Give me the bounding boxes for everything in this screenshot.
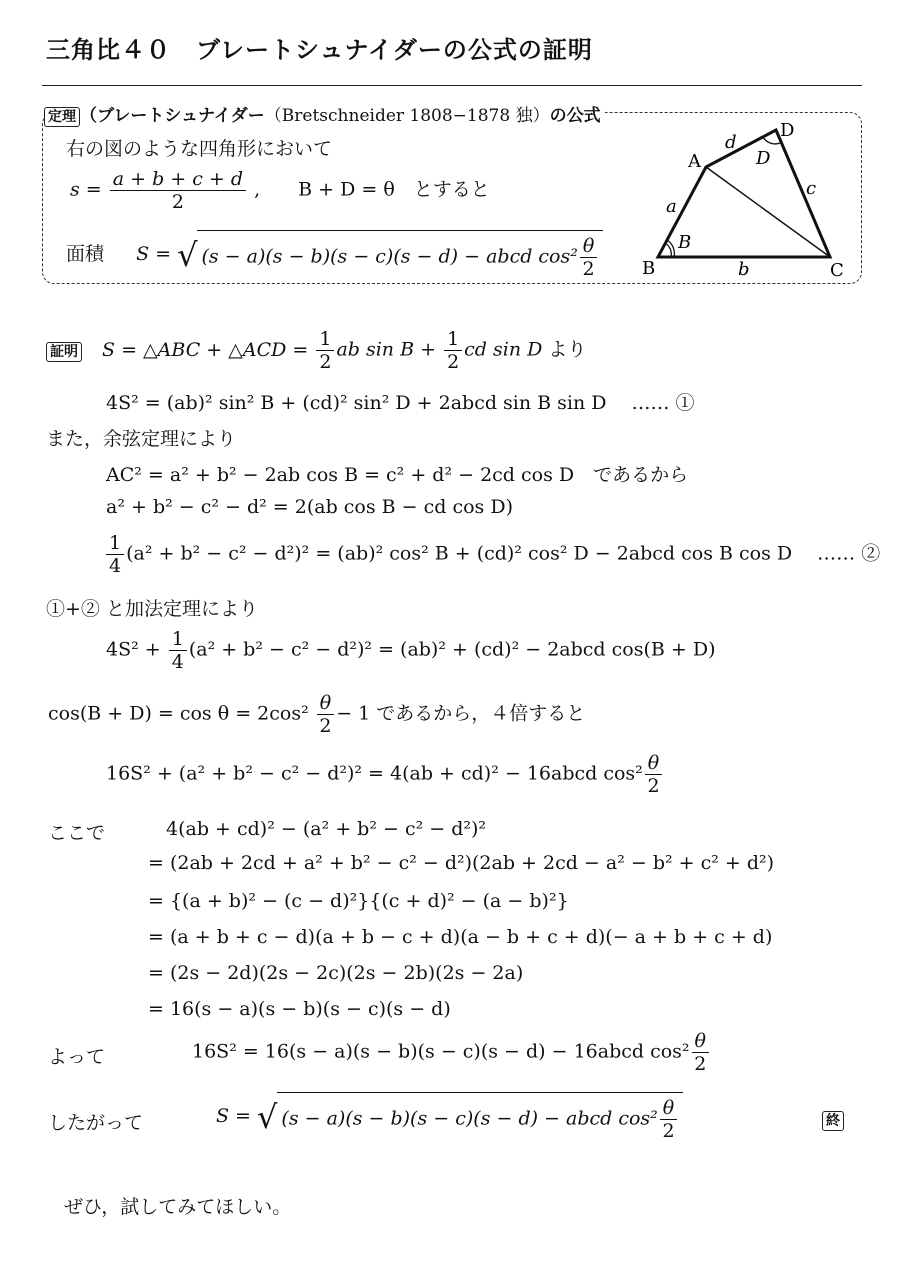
s-def-num: a + b + c + d [110, 168, 246, 191]
page-title: 三角比４０ ブレートシュナイダーの公式の証明 [46, 36, 593, 64]
theta-num-3: θ [645, 752, 662, 775]
proof-line16: = 16(s − a)(s − b)(s − c)(s − d) [148, 998, 451, 1020]
s-def-tail: , B + D = θ とすると [254, 178, 490, 201]
proof-line17-label: よって [48, 1046, 106, 1068]
footer-text: ぜひ，試してみてほしい。 [64, 1196, 292, 1218]
angle-d-label: D [756, 148, 771, 169]
theta-den-4: 2 [694, 1053, 707, 1075]
angle-d-arc [763, 137, 780, 144]
quarter-num-1: 1 [106, 532, 124, 555]
end-tag: 終 [822, 1111, 844, 1131]
proof-line18-label: したがって [48, 1112, 144, 1134]
proof-line18 [216, 1092, 683, 1142]
side-a-label: a [666, 196, 677, 217]
vertex-d-label: D [780, 120, 795, 141]
theta-den-5: 2 [662, 1120, 675, 1142]
proof-l9-lhs: cos(B + D) = cos θ = 2cos² [48, 702, 309, 725]
proof-line5: a² + b² − c² − d² = 2(ab cos B − cd cos D) [106, 496, 513, 518]
proof-l1-tail: より [548, 338, 587, 361]
proof-line8 [106, 628, 715, 673]
proof-l8-lhs: 4S² + [106, 638, 161, 661]
proof-tag: 証明 [46, 342, 82, 362]
theta-den: 2 [582, 258, 595, 280]
half-fraction-1 [316, 328, 334, 373]
quarter-fraction-1 [106, 532, 124, 577]
vertex-b-label: B [642, 258, 656, 279]
proof-l18-lhs: S = [216, 1105, 251, 1127]
theorem-name: （ブレートシュナイダー [80, 106, 265, 126]
proof-l9-tail: − 1 であるから，４倍すると [336, 702, 586, 725]
proof-line11-label: ここで [48, 822, 106, 844]
theta-num-2: θ [317, 692, 334, 715]
proof-l10: 16S² + (a² + b² − c² − d²)² = 4(ab + cd)² − 16abcd cos² [106, 762, 643, 785]
proof-line4: AC² = a² + b² − 2ab cos B = c² + d² − 2cd cos D であるから [106, 464, 689, 486]
theta-half-5 [660, 1097, 677, 1142]
proof-l1-mid2: cd sin D [464, 338, 543, 361]
s-def-den: 2 [171, 191, 184, 213]
quadrilateral-figure [630, 112, 860, 282]
vertex-c-label: C [830, 260, 844, 281]
theta-half-4 [692, 1030, 709, 1075]
half-den-2: 2 [447, 351, 460, 373]
proof-l6-rest: (a² + b² − c² − d²)² = (ab)² cos² B + (cd)² cos² D − 2abcd cos B cos D …… ② [126, 542, 881, 565]
theorem-s-def [70, 168, 490, 213]
final-sqrt [277, 1092, 683, 1142]
sqrt-icon: √ [177, 236, 198, 274]
vertex-a-label: A [688, 151, 701, 172]
theta-half [580, 235, 597, 280]
quarter-fraction-2 [169, 628, 187, 673]
half-fraction-2 [444, 328, 462, 373]
proof-line11: 4(ab + cd)² − (a² + b² − c² − d²)² [166, 818, 487, 840]
area-sqrt [197, 230, 603, 280]
theorem-heading [44, 101, 605, 127]
angle-b-label: B [678, 232, 692, 253]
end-mark [822, 1108, 844, 1131]
half-num-1: 1 [316, 328, 334, 351]
proof-line9 [48, 692, 585, 737]
area-radicand: (s − a)(s − b)(s − c)(s − d) − abcd cos² [201, 245, 578, 268]
side-c-label: c [806, 178, 817, 199]
theorem-paren: （Bretschneider 1808−1878 独） [264, 106, 550, 126]
s-def-lhs: s = [70, 178, 102, 201]
theta-den-2: 2 [319, 715, 332, 737]
area-lhs: S = [136, 243, 172, 265]
proof-line2: 4S² = (ab)² sin² B + (cd)² sin² D + 2abcd sin B sin D …… ① [106, 392, 695, 414]
proof-line3: また，余弦定理により [46, 428, 237, 450]
theta-num-5: θ [660, 1097, 677, 1120]
title-rule [42, 85, 862, 86]
proof-line17 [192, 1030, 711, 1075]
quarter-num-2: 1 [169, 628, 187, 651]
theta-num-4: θ [692, 1030, 709, 1053]
proof-line15: = (2s − 2d)(2s − 2c)(2s − 2b)(2s − 2a) [148, 962, 524, 984]
quarter-den-2: 4 [171, 651, 184, 673]
theorem-suffix: の公式 [549, 106, 601, 126]
proof-line12: = (2ab + 2cd + a² + b² − c² − d²)(2ab + 2cd − a² − b² + c² + d²) [148, 852, 775, 874]
proof-l8-rest: (a² + b² − c² − d²)² = (ab)² + (cd)² − 2abcd cos(B + D) [188, 638, 716, 661]
proof-l1-mid1: ab sin B + [336, 338, 437, 361]
proof-line1 [46, 328, 586, 373]
proof-line10 [106, 752, 664, 797]
proof-line7: ①+② と加法定理により [46, 598, 258, 620]
proof-line13: = {(a + b)² − (c − d)²}{(c + d)² − (a − b)²} [148, 890, 569, 912]
proof-line6 [104, 532, 880, 577]
quarter-den-1: 4 [109, 555, 122, 577]
side-d-label: d [725, 132, 737, 153]
theta-num: θ [580, 235, 597, 258]
theta-half-3 [645, 752, 662, 797]
theta-half-2 [317, 692, 334, 737]
half-num-2: 1 [444, 328, 462, 351]
sqrt-icon-2: √ [257, 1098, 278, 1136]
proof-line14: = (a + b + c − d)(a + b − c + d)(a − b + c + d)(− a + b + c + d) [148, 926, 773, 948]
proof-l17: 16S² = 16(s − a)(s − b)(s − c)(s − d) − 16abcd cos² [192, 1040, 690, 1063]
theta-den-3: 2 [647, 775, 660, 797]
proof-l1-lhs: S = △ABC + △ACD = [102, 338, 309, 361]
area-label: 面積 [66, 243, 105, 265]
theorem-line1: 右の図のような四角形において [66, 138, 333, 160]
proof-l18-radicand: (s − a)(s − b)(s − c)(s − d) − abcd cos² [281, 1107, 658, 1130]
theorem-tag: 定理 [44, 107, 80, 127]
s-def-fraction [110, 168, 246, 213]
theorem-area [66, 230, 603, 280]
side-b-label: b [738, 259, 750, 280]
half-den-1: 2 [319, 351, 332, 373]
